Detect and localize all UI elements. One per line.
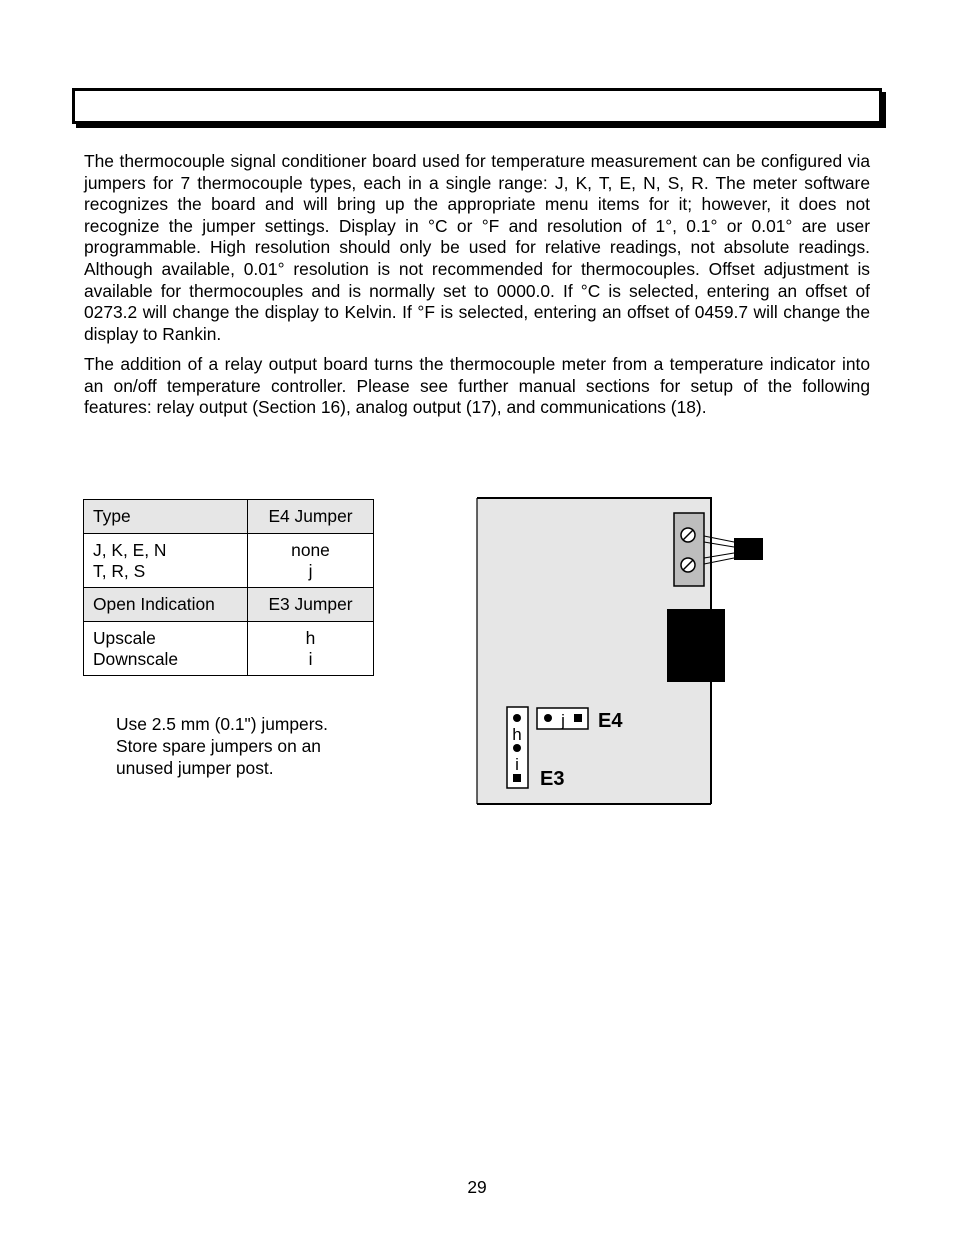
e4-jumper-header <box>537 708 588 730</box>
e4-label: E4 <box>598 710 623 732</box>
table-row <box>84 622 374 676</box>
indication-1: Upscale <box>93 627 156 648</box>
jumper-label-i: i <box>515 755 519 774</box>
section-title-box <box>72 88 882 124</box>
board-diagram <box>470 490 770 810</box>
intro-paragraph: The thermocouple signal conditioner board used for temperature measurement can be configured via jumpers for 7 thermocouple types, each in a single range: J, K, T, E, N, S, R. The meter software recognizes the board and will bring up the appropriate menu items for it; however, it does not recognize the jumper settings. Display in °C or °F and resolution of 1°, 0.1° or 0.01° are user programmable. High resolution should only be used for relative readings, not absolute readings. Although available, 0.01° resolution is not recommended for thermocouples. Offset adjustment is available for thermocouples and is normally set to 0000.0. If °C is selected, entering an offset of 0273.2 will change the display to Kelvin. If °F is selected, entering an offset of 0459.7 will change the display to Rankin. <box>84 151 870 344</box>
note-line: unused jumper post. <box>116 758 274 778</box>
table-cell-e4-settings <box>248 534 374 588</box>
jumper-table <box>83 499 374 676</box>
e3-label: E3 <box>540 768 565 790</box>
type-group-1: J, K, E, N <box>93 539 167 560</box>
table-cell-types <box>84 534 248 588</box>
e4-setting-2: j <box>308 560 313 581</box>
page-number: 29 <box>467 1177 487 1197</box>
pin-icon <box>544 714 552 722</box>
jumper-label-j: j <box>561 711 565 730</box>
pin-icon <box>513 744 521 752</box>
type-group-2: T, R, S <box>93 560 146 581</box>
jumper-note <box>116 713 328 779</box>
table-header-type: Type <box>84 500 248 534</box>
chip-component <box>667 609 725 682</box>
pin-icon <box>513 714 521 722</box>
table-header-row <box>84 588 374 622</box>
table-header-row <box>84 500 374 534</box>
e4-setting-1: none <box>291 539 330 560</box>
table-header-open-indication: Open Indication <box>84 588 248 622</box>
square-pin-icon <box>513 774 521 782</box>
e3-setting-2: i <box>308 648 313 669</box>
note-line: Store spare jumpers on an <box>116 736 321 756</box>
note-line: Use 2.5 mm (0.1") jumpers. <box>116 714 329 734</box>
terminal-block <box>674 513 704 586</box>
thermocouple-probe <box>734 538 763 560</box>
table-cell-e3-settings <box>248 622 374 676</box>
table-row <box>84 534 374 588</box>
square-pin-icon <box>574 714 582 722</box>
jumper-label-h: h <box>512 725 522 744</box>
relay-paragraph: The addition of a relay output board turns the thermocouple meter from a temperature indicator into an on/off temperature controller. Please see further manual sections for setup of the following features: relay output (Section 16), analog output (17), and communications (18). <box>84 354 870 418</box>
table-header-e4: E4 Jumper <box>248 500 374 534</box>
indication-2: Downscale <box>93 648 179 669</box>
e3-setting-1: h <box>305 627 316 648</box>
e3-jumper-header <box>507 707 528 788</box>
table-cell-indications <box>84 622 248 676</box>
table-header-e3: E3 Jumper <box>248 588 374 622</box>
